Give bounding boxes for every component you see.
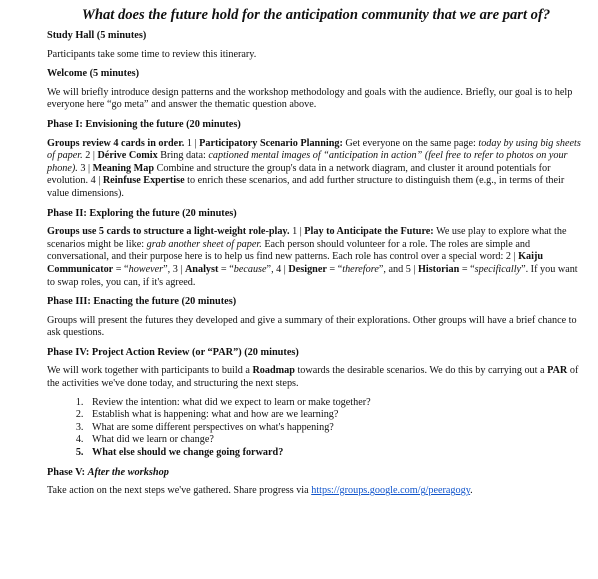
- phase1-num-1: 1 |: [184, 137, 200, 149]
- study-hall-body: Participants take some time to review this itinerary.: [47, 48, 257, 60]
- phase2-text-2b: ”, 3 |: [163, 263, 185, 275]
- phase1-lead: Groups review 4 cards in order.: [47, 137, 185, 149]
- phase1-body: [47, 138, 585, 201]
- phase1-text-3: Combine and structure the group's data in a network diagram, and cluster it around potentials for evolution. 4 |: [47, 162, 551, 187]
- word-however: however: [128, 263, 164, 275]
- word-specifically: specifically: [474, 263, 522, 275]
- phase5-text-1: Take action on the next steps we've gathered. Share progress via: [47, 485, 312, 497]
- role-designer: Designer: [288, 263, 327, 275]
- phase2-text-4b: ”, and 5 |: [378, 263, 418, 275]
- phase3-heading: Phase III: Enacting the future (20 minutes): [47, 296, 237, 308]
- phase1-text-2: Bring data:: [157, 150, 209, 162]
- phase5-body: [47, 485, 585, 498]
- phase3-body: Groups will present the futures they developed and give a summary of their explorations. Other groups will have a brief chance to ask questions.: [47, 314, 577, 339]
- phase5-text-2: .: [470, 485, 473, 497]
- page-title: What does the future hold for the anticipation community that we are part of?: [81, 7, 551, 23]
- list-item: 5. What else should we change going forward?: [86, 447, 585, 460]
- phase4-heading: Phase IV: Project Action Review (or “PAR”) (20 minutes): [47, 346, 299, 358]
- phase4-text-2: towards the desirable scenarios. We do this by carrying out a: [294, 365, 548, 377]
- phase4-text-3: of the activities we've done today, and structuring the next steps.: [47, 365, 579, 390]
- list-item: 4. What did we learn or change?: [86, 434, 585, 447]
- phase2-num-1: 1 |: [289, 226, 305, 238]
- phase2-body: [47, 226, 585, 289]
- phase2-text-1-italic: grab another sheet of paper.: [146, 238, 262, 250]
- phase1-text-2-italic: captioned mental images of “anticipation in action” (feel free to refer to photos on your phone).: [47, 150, 568, 174]
- phase5-heading-b: After the workshop: [87, 466, 169, 478]
- list-item: 2. Establish what is happening: what and how are we learning?: [86, 409, 585, 422]
- phase2-text-3b: ”, 4 |: [266, 263, 289, 275]
- card-derive-comix: Dérive Comix: [97, 150, 158, 162]
- phase1-text-1: Get everyone on the same page:: [342, 137, 479, 149]
- phase5-heading: [47, 467, 585, 480]
- card-meaning-map: Meaning Map: [92, 162, 155, 174]
- phase4-roadmap: Roadmap: [252, 365, 295, 377]
- role-analyst: Analyst: [184, 263, 219, 275]
- word-therefore: therefore: [342, 263, 379, 275]
- welcome-heading: Welcome (5 minutes): [47, 68, 140, 80]
- list-item: 1. Review the intention: what did we expect to learn or make together?: [86, 397, 585, 410]
- role-historian: Historian: [417, 263, 460, 275]
- card-play-to-anticipate: Play to Anticipate the Future:: [304, 226, 434, 238]
- phase4-body: [47, 365, 585, 390]
- phase1-text-4: to enrich these scenarios, and add further structure to distinguish them (e.g., in terms of their value dimensions).: [47, 175, 565, 199]
- phase2-text-2: = “: [113, 263, 129, 275]
- phase2-text-3: = “: [218, 263, 234, 275]
- phase5-heading-a: Phase V:: [47, 466, 88, 478]
- phase4-par: PAR: [547, 365, 568, 377]
- card-participatory-scenario-planning: Participatory Scenario Planning:: [199, 137, 343, 149]
- phase2-text-1b: Each person should volunteer for a role. The roles are simple and conversational, and their purpose here is to help us find new patterns. Each role has control over a special word: 2 |: [47, 238, 531, 263]
- card-reinfuse-expertise: Reinfuse Expertise: [102, 175, 185, 187]
- study-hall-heading: Study Hall (5 minutes): [47, 30, 147, 41]
- phase1-text-1-italic: today by using big sheets of paper.: [47, 137, 581, 162]
- word-because: because: [233, 263, 267, 275]
- par-steps-list: [47, 397, 585, 460]
- phase2-text-5b: ”. If you want to swap roles, you can, if it's agreed.: [47, 263, 578, 288]
- phase2-text-5: = “: [459, 263, 475, 275]
- list-item: 3. What are some different perspectives on what's happening?: [86, 422, 585, 435]
- phase1-num-2: 2 |: [82, 150, 98, 162]
- phase2-heading: Phase II: Exploring the future (20 minutes): [47, 207, 237, 219]
- welcome-body: We will briefly introduce design patterns and the workshop methodology and goals with the audience. Briefly, our goal is to help everyone here “go meta” and answer the thematic question above.: [47, 86, 573, 111]
- role-kaiju-communicator: Kaiju Communicator: [47, 251, 544, 275]
- phase1-num-3: 3 |: [77, 162, 93, 174]
- peeragogy-link[interactable]: https://groups.google.com/g/peeragogy: [311, 485, 471, 497]
- phase4-text-1: We will work together with participants to build a: [47, 365, 253, 377]
- phase1-heading: Phase I: Envisioning the future (20 minutes): [47, 118, 241, 130]
- phase2-text-1: We use play to explore what the scenarios might be like:: [47, 226, 567, 250]
- phase2-text-4: = “: [326, 263, 343, 275]
- phase2-lead: Groups use 5 cards to structure a light-weight role-play.: [47, 226, 290, 238]
